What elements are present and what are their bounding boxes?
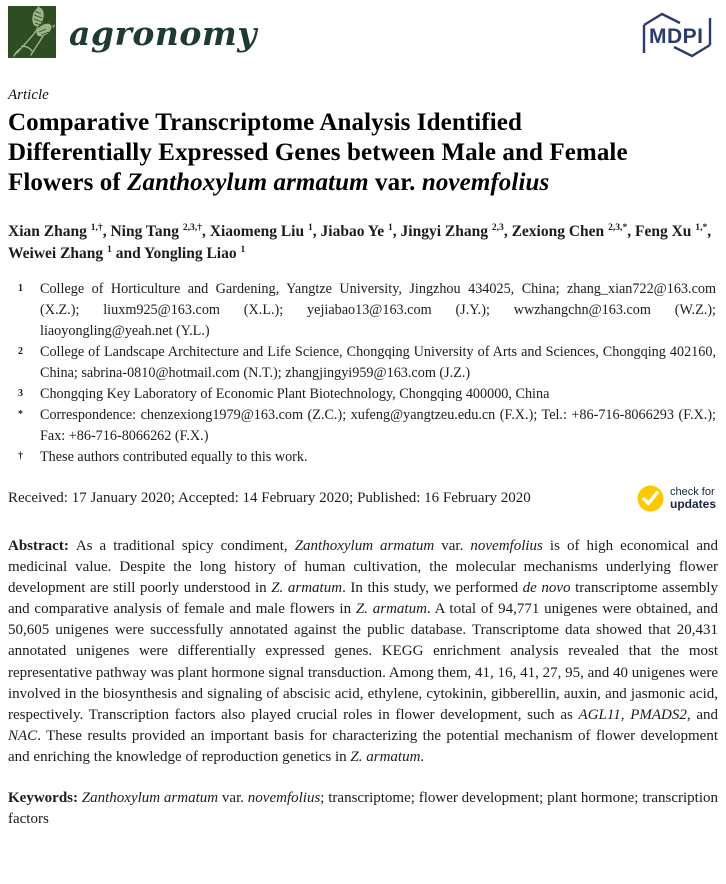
dates-row bbox=[8, 485, 718, 512]
affiliations-block bbox=[8, 279, 718, 468]
affiliation-marker: 2 bbox=[18, 346, 23, 357]
check-circle-icon bbox=[637, 485, 664, 512]
publication-history: Received: 17 January 2020; Accepted: 14 February 2020; Published: 16 February 2020 bbox=[8, 490, 531, 506]
mdpi-logo[interactable] bbox=[636, 10, 718, 65]
affiliation-marker: * bbox=[18, 409, 23, 420]
badge-text bbox=[670, 486, 716, 511]
affiliation-text: College of Horticulture and Gardening, Yangtze University, Jingzhou 434025, China; zhang_xian722@163.com (X.Z.); liuxm925@163.com (X.L.); yejiabao13@163.com (J.Y.); wwzhangchn@163.com (W.Z.); liaoyongling@yeah.net (Y.L.) bbox=[40, 281, 716, 339]
badge-line1: check for bbox=[669, 486, 715, 498]
affiliation-text: Chongqing Key Laboratory of Economic Plant Biotechnology, Chongqing 400000, China bbox=[40, 386, 550, 402]
affiliation-item bbox=[8, 447, 718, 468]
mdpi-logo-text: MDPI bbox=[649, 25, 704, 48]
affiliation-text: College of Landscape Architecture and Life Science, Chongqing University of Arts and Sciences, Chongqing 402160, China; sabrina-0810@hotmail.com (N.T.); zhangjingyi959@163.com (J.Z.) bbox=[40, 344, 716, 381]
affiliation-item bbox=[8, 405, 718, 447]
journal-name: agronomy bbox=[69, 13, 257, 53]
article-type-label: Article bbox=[8, 87, 49, 103]
affiliation-item bbox=[8, 342, 718, 384]
abstract-paragraph: Abstract: As a traditional spicy condiment, Zanthoxylum armatum var. novemfolius is of high economical and medicinal value. Despite the long history of human cultivation, the molecular mechanisms underlying flower development are still poorly understood in Z. armatum. In this study, we performed de novo transcriptome assembly and comparative analysis of female and male flowers in Z. armatum. A total of 94,771 unigenes were obtained, and 50,605 unigenes were successfully annotated against the public database. Transcriptome data showed that 20,431 annotated unigenes were differentially expressed genes. KEGG enrichment analysis revealed that the most representative pathway was plant hormone signal transduction. Among them, 41, 16, 41, 27, 95, and 40 unigenes were involved in the biosynthesis and signaling of abscisic acid, ethylene, cytokinin, gibberellin, auxin, and jasmonic acid, respectively. Transcription factors also played crucial roles in flower development, such as AGL11, PMADS2, and NAC. These results provided an important basis for characterizing the potential mechanism of flower development and enriching the knowledge of reproduction genetics in Z. armatum. bbox=[8, 538, 718, 765]
affiliation-item bbox=[8, 384, 718, 405]
affiliation-item bbox=[8, 279, 718, 342]
affiliation-text: These authors contributed equally to this work. bbox=[40, 449, 308, 465]
affiliation-text: Correspondence: chenzexiong1979@163.com (Z.C.); xufeng@yangtzeu.edu.cn (F.X.); Tel.: +86-716-8066293 (F.X.); Fax: +86-716-8066262 (F.X.) bbox=[40, 407, 716, 444]
author-list: Xian Zhang $^{1,\dagger}$, Ning Tang $^{2,3,\dagger}$, Xiaomeng Liu $^1$, Jiabao Ye $^1$, Jingyi Zhang $^{2,3}$, Zexiong Chen $^{2,3,*}$, Feng Xu $^{1,*}$, Weiwei Zhang $^1$ and Yongling Liao $^1$ bbox=[8, 221, 712, 262]
affiliation-marker: 3 bbox=[18, 388, 23, 399]
affiliation-marker: † bbox=[18, 451, 23, 462]
affiliation-marker: 1 bbox=[18, 283, 23, 294]
paper-title: Comparative Transcriptome Analysis Identified Differentially Expressed Genes between Male and Female Flowers of Zanthoxylum armatum var. novemfolius bbox=[8, 109, 628, 196]
agronomy-plant-logo-icon bbox=[8, 6, 56, 58]
journal-brand bbox=[8, 6, 257, 58]
page-header bbox=[8, 6, 718, 60]
keywords-paragraph: Keywords: Zanthoxylum armatum var. novemfolius; transcriptome; flower development; plant hormone; transcription factors bbox=[8, 790, 719, 828]
check-for-updates-badge[interactable] bbox=[637, 485, 716, 512]
badge-line2: updates bbox=[669, 497, 716, 511]
